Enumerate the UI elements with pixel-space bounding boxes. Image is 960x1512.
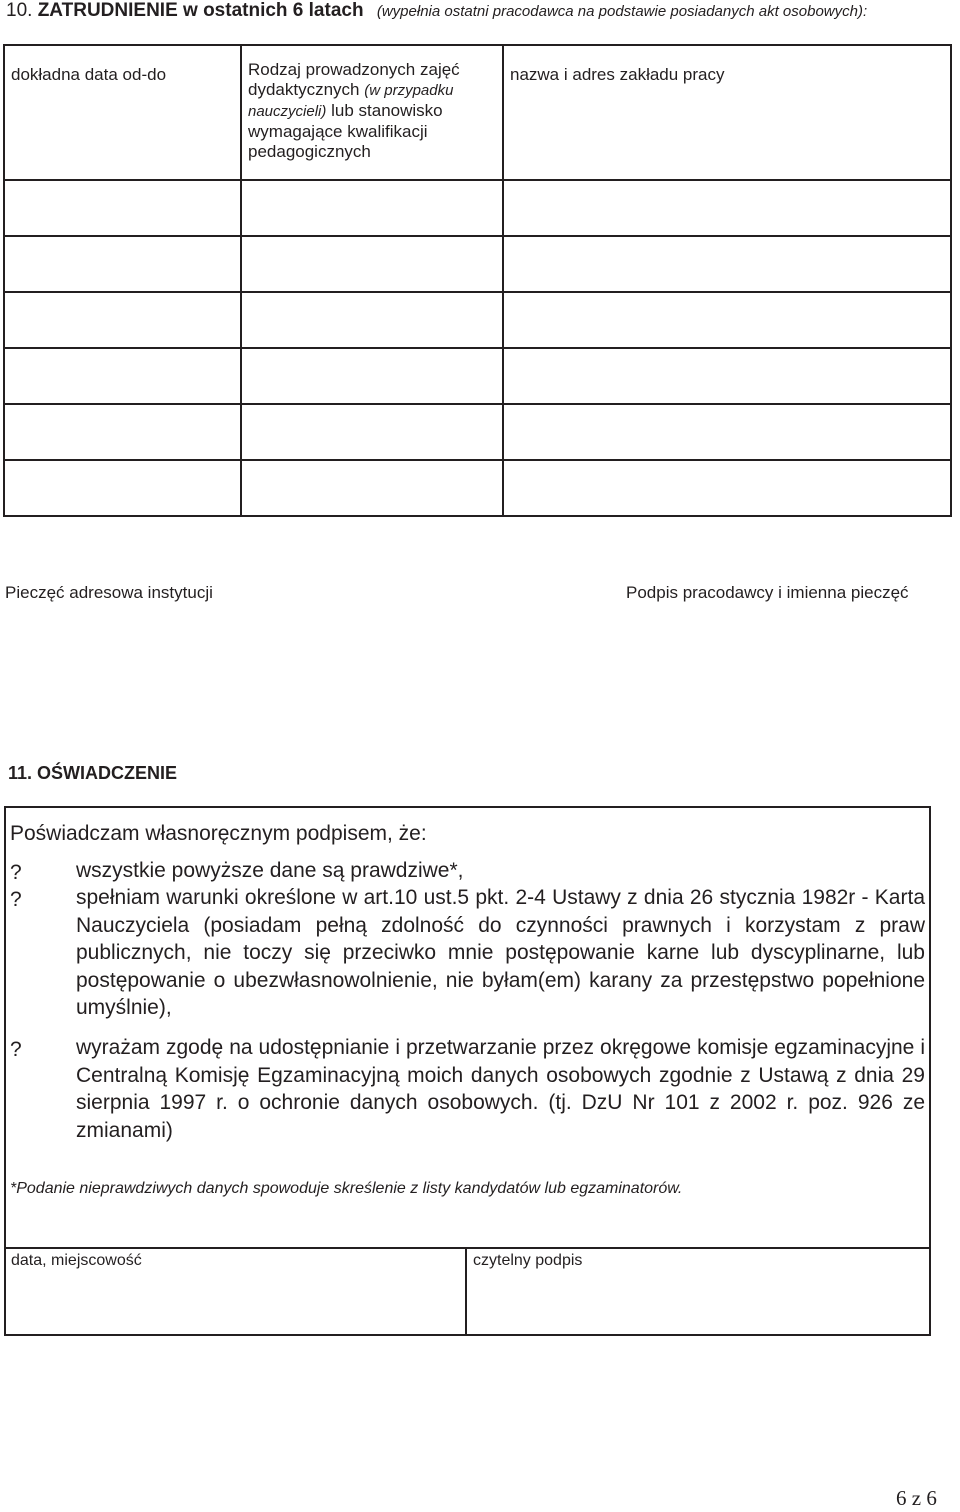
section-11-title: 11. OŚWIADCZENIE (8, 763, 178, 783)
bullet-marker: ? (10, 861, 22, 884)
activity-cell[interactable] (241, 404, 503, 460)
employer-cell[interactable] (503, 292, 951, 348)
declaration-item: wszystkie powyższe dane są prawdziwe*, (76, 859, 464, 882)
legible-signature-field[interactable]: czytelny podpis (473, 1252, 583, 1269)
declaration-item: spełniam warunki określone w art.10 ust.5 pkt. 2-4 Ustawy z dnia 26 stycznia 1982r - Karta Nauczyciela (posiadam pełną zdolność do czynności prawnych i korzystam z praw publicznych, nie toczy się przeciwko mnie postępowanie karne lub dyscyplinarne, lub postępowanie o ubezwłasnowolnienie, nie byłam(em) karany za przestępstwo popełnione umyślnie), (76, 886, 925, 1019)
employer-cell[interactable] (503, 180, 951, 236)
header-activity-note: (w przypadku nauczycieli) (248, 82, 454, 120)
employer-cell[interactable] (503, 460, 951, 516)
header-activity-text-a: Rodzaj prowadzonych zajęć dydaktycznych (248, 60, 460, 99)
table-row (4, 180, 951, 236)
section-10-note: (wypełnia ostatni pracodawca na podstawie posiadanych akt osobowych): (376, 3, 868, 20)
header-activity-type (241, 45, 503, 180)
activity-cell[interactable] (241, 236, 503, 292)
signature-divider (4, 1247, 931, 1249)
employment-table-header (4, 45, 951, 180)
declaration-item: wyrażam zgodę na udostępnianie i przetwarzanie przez okręgowe komisje egzaminacyjne i Centralną Komisję Egzaminacyjną moich danych osobowych zgodnie z Ustawą z dnia 29 sierpnia 1997 r. o ochronie danych osobowych. (tj. DzU Nr 101 z 2002 r. poz. 926 ze zmianami) (76, 1036, 925, 1142)
table-row (4, 404, 951, 460)
section-10-heading (6, 0, 867, 22)
section-10-number: 10. (6, 0, 33, 21)
employer-cell[interactable] (503, 348, 951, 404)
employer-cell[interactable] (503, 236, 951, 292)
employer-cell[interactable] (503, 404, 951, 460)
activity-cell[interactable] (241, 292, 503, 348)
employer-signature-label: Podpis pracodawcy i imienna pieczęć (626, 583, 909, 602)
bullet-marker: ? (10, 1038, 22, 1061)
declaration-intro: Poświadczam własnoręcznym podpisem, że: (10, 822, 427, 845)
section-10-title: ZATRUDNIENIE w ostatnich 6 latach (37, 0, 364, 21)
institution-stamp-label: Pieczęć adresowa instytucji (5, 583, 213, 602)
table-row (4, 292, 951, 348)
date-range-cell[interactable] (4, 180, 241, 236)
header-date-range: dokładna data od-do (4, 45, 241, 180)
date-range-cell[interactable] (4, 404, 241, 460)
footnote: *Podanie nieprawdziwych danych spowoduje skreślenie z listy kandydatów lub egzaminatorów. (10, 1180, 683, 1197)
table-row (4, 348, 951, 404)
date-place-field[interactable]: data, miejscowość (11, 1252, 142, 1269)
date-range-cell[interactable] (4, 348, 241, 404)
header-activity-text-c: lub stanowisko wymagające kwalifikacji pedagogicznych (248, 101, 443, 161)
activity-cell[interactable] (241, 348, 503, 404)
bullet-marker: ? (10, 888, 22, 911)
table-row (4, 460, 951, 516)
date-range-cell[interactable] (4, 460, 241, 516)
activity-cell[interactable] (241, 460, 503, 516)
header-employer: nazwa i adres zakładu pracy (503, 45, 951, 180)
page-number: 6 z 6 (896, 1486, 937, 1510)
date-range-cell[interactable] (4, 292, 241, 348)
date-range-cell[interactable] (4, 236, 241, 292)
table-row (4, 236, 951, 292)
signature-column-divider (465, 1247, 467, 1336)
activity-cell[interactable] (241, 180, 503, 236)
employment-table (3, 44, 952, 517)
